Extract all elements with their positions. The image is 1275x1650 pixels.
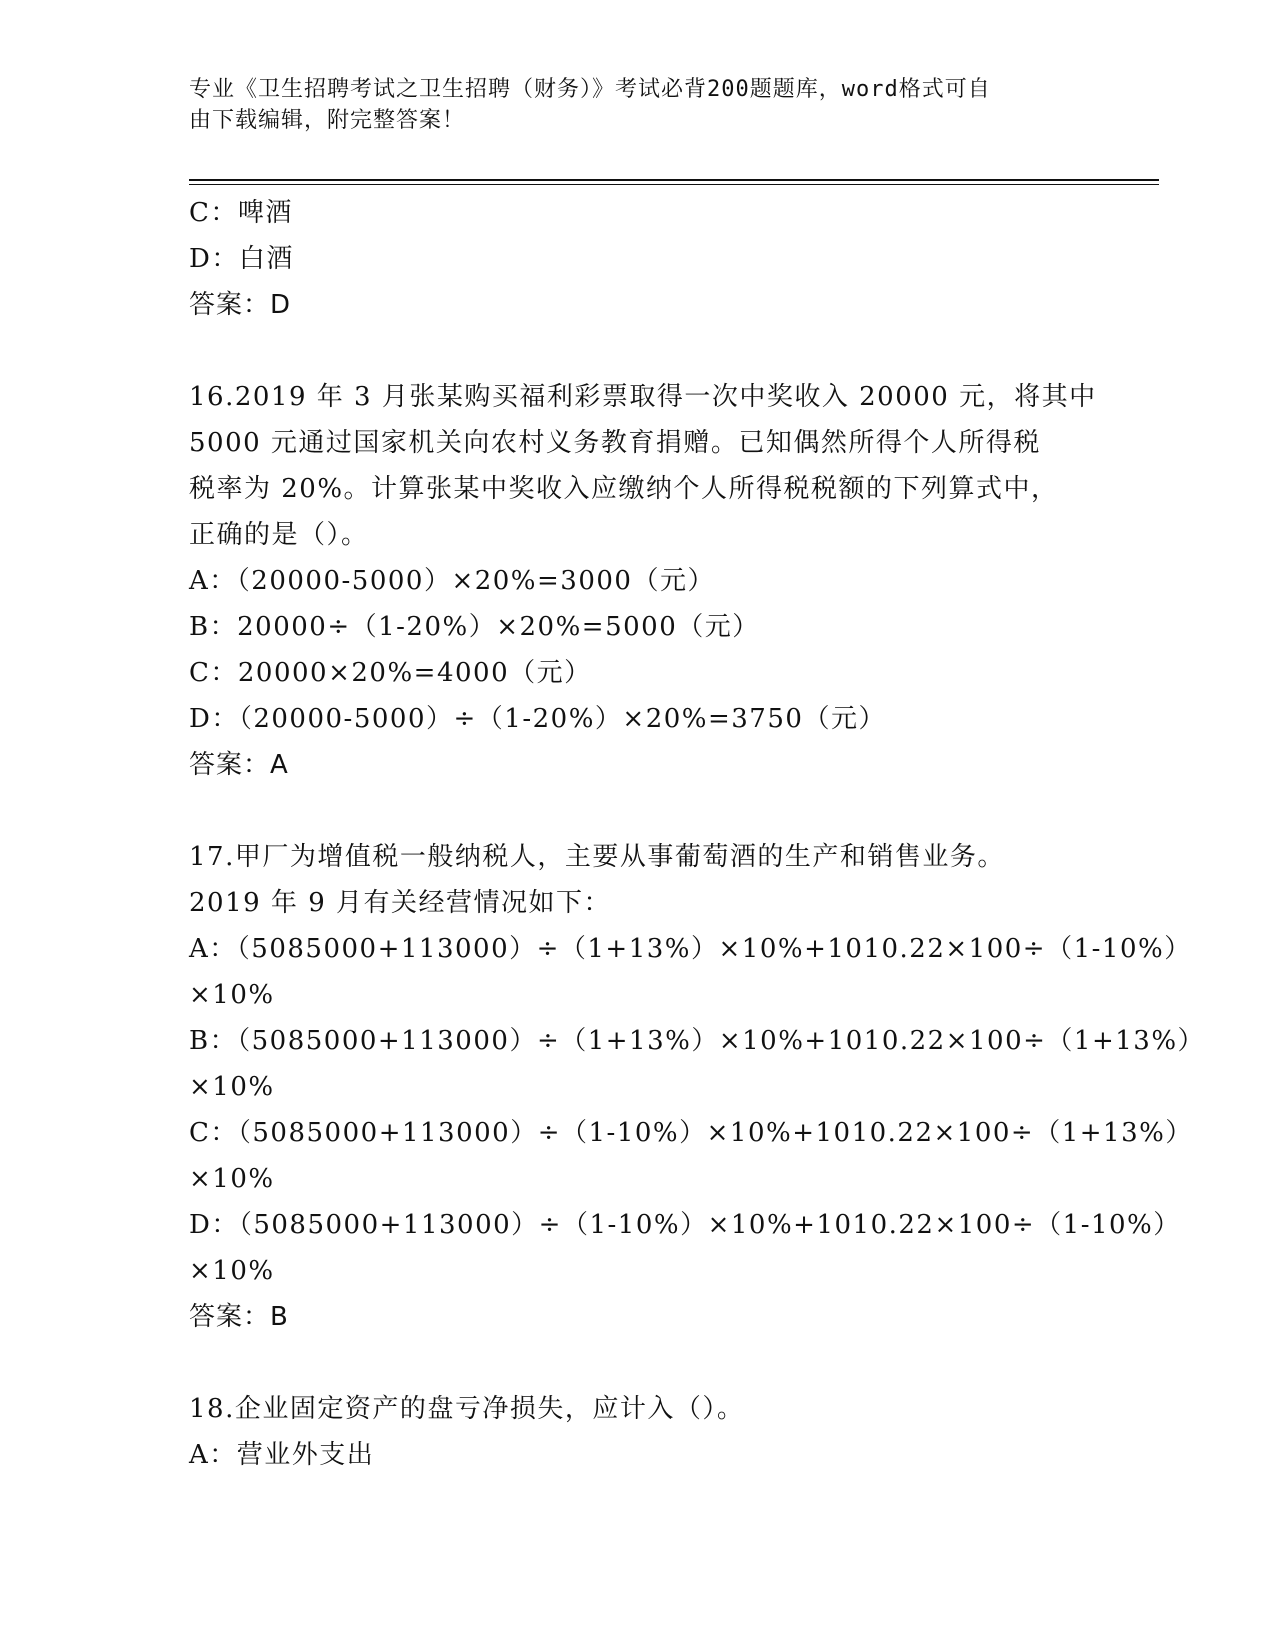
q18-stem: 18.企业固定资产的盘亏净损失，应计入（）。 [189, 1394, 745, 1424]
question-18 [189, 1386, 1119, 1478]
q17-answer: 答案：B [189, 1302, 289, 1332]
spacer [189, 788, 1119, 834]
q17-option-d-continued: ×10% [189, 1256, 275, 1286]
q18-option-a: A：营业外支出 [189, 1440, 375, 1470]
question-15 [189, 190, 1119, 328]
document-body [189, 190, 1206, 1478]
question-17 [189, 834, 1206, 1340]
q17-stem-line: 2019 年 9 月有关经营情况如下： [189, 888, 612, 918]
q15-option-c: C：啤酒 [189, 198, 293, 228]
q17-option-a: A：（5085000+113000）÷（1+13%）×10%+1010.22×100÷（1-10%） [189, 934, 1192, 964]
q16-option-b: B：20000÷（1-20%）×20%=5000（元） [189, 612, 760, 642]
q16-option-a: A：（20000-5000）×20%=3000（元） [189, 566, 715, 596]
q16-stem-line: 16.2019 年 3 月张某购买福利彩票取得一次中奖收入 20000 元，将其中 [189, 382, 1097, 412]
q15-answer: 答案：D [189, 290, 292, 320]
q16-stem-line: 税率为 20%。计算张某中奖收入应缴纳个人所得税税额的下列算式中， [189, 474, 1059, 504]
q16-answer: 答案：A [189, 750, 289, 780]
header-line-1: 专业《卫生招聘考试之卫生招聘（财务）》考试必背200题题库，word格式可自 [189, 77, 991, 102]
q17-option-b: B：（5085000+113000）÷（1+13%）×10%+1010.22×100÷（1+13%） [189, 1026, 1206, 1056]
q17-option-d: D：（5085000+113000）÷（1-10%）×10%+1010.22×100÷（1-10%） [189, 1210, 1181, 1240]
q16-stem-line: 正确的是（）。 [189, 520, 369, 550]
spacer [189, 1340, 1119, 1386]
q17-option-a-continued: ×10% [189, 980, 275, 1010]
spacer [189, 328, 1119, 374]
q15-option-d: D：白酒 [189, 244, 294, 274]
header-rule-thin [189, 184, 1159, 185]
q16-option-c: C：20000×20%=4000（元） [189, 658, 592, 688]
header-line-2: 由下载编辑，附完整答案！ [189, 108, 466, 133]
q17-option-c: C：（5085000+113000）÷（1-10%）×10%+1010.22×100÷（1+13%） [189, 1118, 1193, 1148]
q16-stem-line: 5000 元通过国家机关向农村义务教育捐赠。已知偶然所得个人所得税 [189, 428, 1041, 458]
q17-option-b-continued: ×10% [189, 1072, 275, 1102]
q17-stem-line: 17.甲厂为增值税一般纳税人，主要从事葡萄酒的生产和销售业务。 [189, 842, 1005, 872]
q17-option-c-continued: ×10% [189, 1164, 275, 1194]
header-rule-thick [189, 179, 1159, 181]
question-16 [189, 374, 1119, 788]
q16-option-d: D：（20000-5000）÷（1-20%）×20%=3750（元） [189, 704, 886, 734]
page-header [189, 74, 1089, 136]
